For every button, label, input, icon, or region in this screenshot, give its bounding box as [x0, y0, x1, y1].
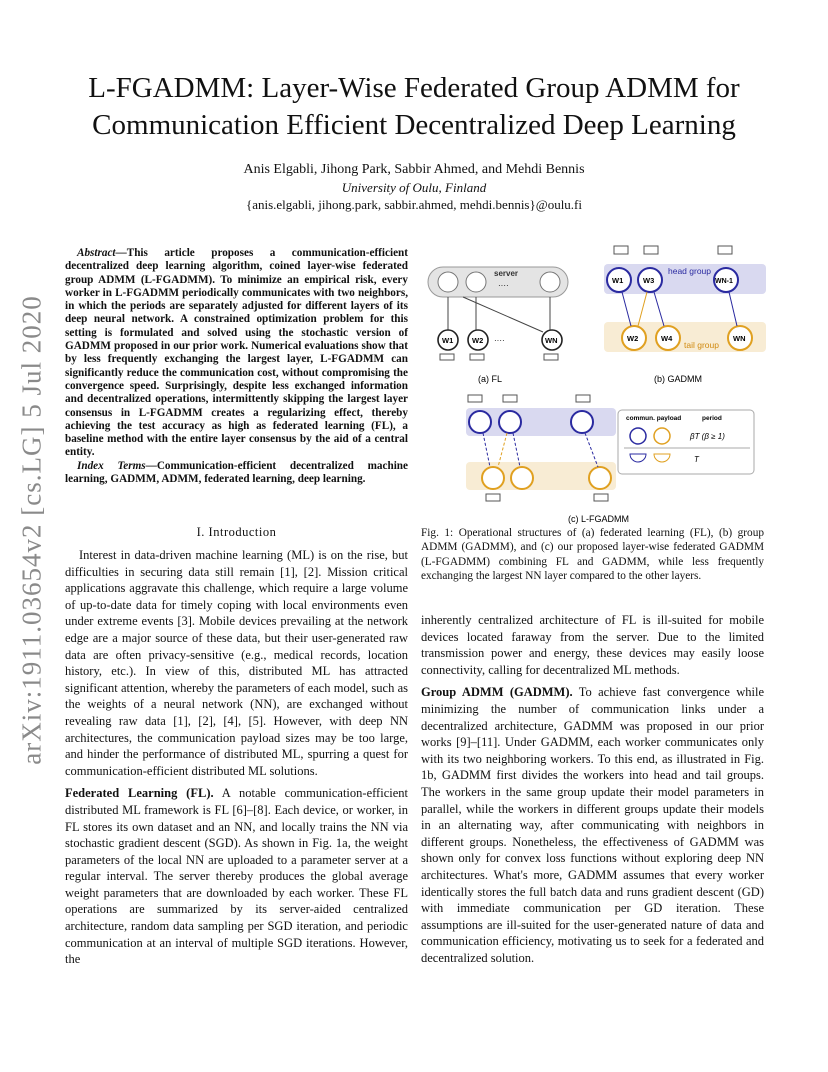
intro-paragraph-1: Interest in data-driven machine learning (ML) is on the rise, but difficulties in securing data still remain [1], [2]. Mission critical applications aggravate this challenge, which require a large volume of up-to-date data for timely coping with local environments even under extreme events [3]. Mobile devices prevailing at the network edge are a major source of these data, but their user-generated raw data are often privacy-sensitive (e.g., medical records, location history, etc.). In view of this, distributed ML has attracted significant attention, whereby the parameters of each model, such as the weights of a neural network (NN), are exchanged without revealing raw data [1], [2], [4], [5]. However, with deep NN architectures, the communication payload sizes may be too large, and hinder the performance of distributed ML, spurring a quest for communication-efficient distributed ML solutions.	[65, 548, 408, 778]
figure-caption: Fig. 1: Operational structures of (a) federated learning (FL), (b) group ADMM (GADMM), and (c) our proposed layer-wise federated GADMM (L-FGADMM) combining FL and GADMM, while less frequently exchanging the largest NN layer compared to the other layers.	[421, 527, 764, 583]
data-icon	[470, 354, 484, 360]
affiliation: University of Oulu, Finland	[341, 180, 487, 195]
data-icon	[503, 395, 517, 402]
fl-diagram	[428, 267, 568, 384]
lfgadmm-diagram	[466, 395, 754, 524]
gadmm-w2: W2	[627, 334, 639, 343]
paper-title	[0, 70, 828, 144]
fl-paragraph-text: A notable communication-efficient distributed ML framework is FL [6]–[8]. Each device, or worker, in FL stores its own dataset and an NN, and locally trains the NN via stochastic gradient descent (SGD). As shown in Fig. 1a, the weight parameters of the local NN are uploaded to a parameter server at a regular interval. The server thereby produces the global average weight parameters that are downloaded by each worker. These FL operations are summarized by its server-aided centralized architecture, random data sampling per SGD iteration, and periodic communication at an interval of multiple SGD iterations. However, the	[65, 786, 408, 967]
nn-icon	[499, 411, 521, 433]
title-line-2: Communication Efficient Decentralized Deep Learning	[92, 109, 736, 141]
index-terms-label: Index Terms	[77, 459, 146, 472]
legend-col1: commun. payload	[626, 415, 682, 422]
head-group-label: head group	[668, 266, 712, 276]
legend-row1: βT (β ≥ 1)	[690, 432, 725, 441]
data-icon	[614, 246, 628, 254]
legend-icon	[654, 428, 670, 444]
gadmm-diagram	[604, 246, 766, 384]
legend-icon	[630, 428, 646, 444]
data-icon	[486, 494, 500, 501]
gadmm-w4: W4	[661, 334, 673, 343]
nn-icon	[469, 411, 491, 433]
nn-icon	[466, 272, 486, 292]
nn-icon	[571, 411, 593, 433]
data-icon	[718, 246, 732, 254]
nn-icon	[438, 272, 458, 292]
data-icon	[576, 395, 590, 402]
emails: {anis.elgabli, jihong.park, sabbir.ahmed, mehdi.bennis}@oulu.fi	[245, 197, 583, 212]
nn-icon	[482, 467, 504, 489]
fl-dots: ····	[498, 281, 509, 290]
gadmm-paragraph-text: To achieve fast convergence while minimizing the number of communication links under a decentralized architecture, GADMM was proposed in our prior works [9]–[11]. Under GADMM, each worker communicates only with its two neighboring workers. To this end, as illustrated in Fig. 1b, GADMM first divides the workers into head and tail groups. The workers in the same group update their model parameters in parallel, while the workers in different groups update their models in an alternating way, after communicating with neighbors in different groups. Nonetheless, the effectiveness of GADMM was shown only for convex loss functions without exploring deep NN architectures. What's more, GADMM assumes that every worker identically stores the full batch data and runs gradient descent (GD) with immediate communication per GD iteration. These assumptions are ill-suited for the user-generated nature of data and communication efficiency, motivating us to seek for a federated and decentralized solution.	[421, 685, 765, 965]
fl-dots-2: ····	[494, 336, 505, 345]
legend-col2: period	[702, 415, 722, 422]
section-heading: I. Introduction	[196, 525, 277, 539]
data-icon	[644, 246, 658, 254]
data-icon	[594, 494, 608, 501]
gadmm-wn: WN	[733, 334, 746, 343]
data-icon	[440, 354, 454, 360]
abstract	[65, 247, 408, 486]
fl-wn: WN	[545, 336, 558, 345]
nn-icon	[511, 467, 533, 489]
tail-group-label: tail group	[684, 340, 719, 350]
title-line-1: L-FGADMM: Layer-Wise Federated Group ADMM for	[88, 72, 740, 104]
data-icon	[468, 395, 482, 402]
nn-icon	[589, 467, 611, 489]
lfgadmm-caption: (c) L-FGADMM	[568, 514, 629, 524]
right-column-body	[421, 612, 764, 972]
fl-w2: W2	[472, 336, 484, 345]
gadmm-w1: W1	[612, 276, 624, 285]
abstract-text: —This article proposes a communication-efficient decentralized deep learning algorithm, coined layer-wise federated group ADMM (L-FGADMM). To minimize an empirical risk, every worker in L-FGADMM periodically communicates with two neighbors, in which the periods are separately adjusted for different layers of its deep neural network. A constrained optimization problem for this setting is formulated and solved using the stochastic version of GADMM proposed in our prior work. Numerical evaluations show that by less frequently exchanging the largest layer, L-FGADMM can significantly reduce the communication cost, without compromising the convergence speed. Surprisingly, despite less exchanged information and decentralized operations, intermittently skipping the largest layer consensus in L-FGADMM creates a regularizing effect, thereby achieving the test accuracy as high as federated learning (FL), a baseline method with the entire layer consensus by the aid of a central entity.	[65, 247, 408, 459]
fl-caption: (a) FL	[478, 374, 503, 384]
fl-w1: W1	[442, 336, 454, 345]
gadmm-heading: Group ADMM (GADMM).	[421, 685, 573, 700]
index-terms-text: —Communication-efficient decentralized machine learning, GADMM, ADMM, federated learning, deep learning.	[65, 459, 408, 486]
gadmm-paragraph	[421, 684, 764, 966]
data-icon	[544, 354, 558, 360]
arxiv-stamp-text: arXiv:1911.03654v2 [cs.LG] 5 Jul 2020	[16, 295, 47, 765]
gadmm-w3: W3	[643, 276, 655, 285]
fl-paragraph	[65, 785, 408, 968]
figure-1	[418, 240, 768, 526]
gadmm-caption: (b) GADMM	[654, 374, 702, 384]
fl-heading: Federated Learning (FL).	[65, 786, 214, 801]
gadmm-wn1: WN-1	[715, 278, 733, 285]
legend-row2: T	[694, 455, 699, 464]
authors: Anis Elgabli, Jihong Park, Sabbir Ahmed, and Mehdi Bennis	[243, 162, 585, 177]
arxiv-stamp	[12, 295, 52, 765]
right-paragraph-1: inherently centralized architecture of FL is ill-suited for mobile devices located faraway from the server. Due to the limited transmission power and energy, these devices may easily loose connectivity, calling for decentralized ML methods.	[421, 613, 764, 677]
left-column-body	[65, 547, 408, 968]
abstract-label: Abstract	[77, 247, 116, 259]
server-label: server	[494, 269, 519, 278]
nn-icon	[540, 272, 560, 292]
